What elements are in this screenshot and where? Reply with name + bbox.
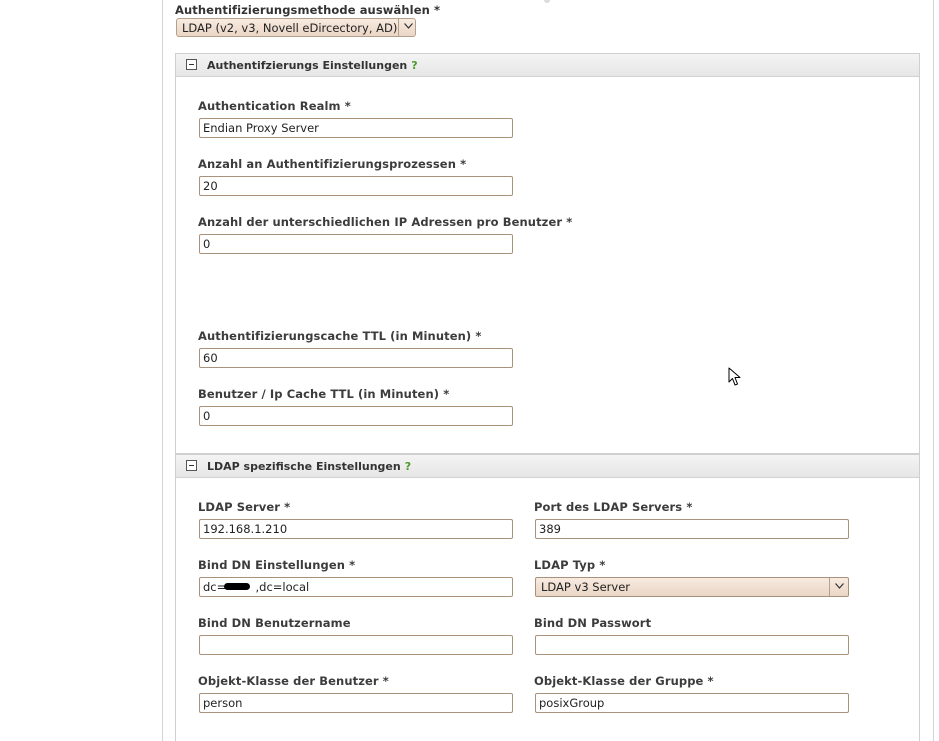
bind-user-label: Bind DN Benutzername bbox=[198, 616, 351, 630]
bind-pass-input[interactable] bbox=[535, 635, 849, 655]
top-indicator bbox=[544, 0, 550, 3]
realm-label: Authentication Realm * bbox=[198, 99, 351, 113]
ldap-port-input[interactable] bbox=[535, 519, 849, 539]
user-ip-ttl-input[interactable] bbox=[199, 406, 513, 426]
chevron-down-icon[interactable] bbox=[401, 19, 415, 36]
auth-method-label: Authentifizierungsmethode auswählen * bbox=[175, 3, 441, 17]
content-left-border bbox=[162, 0, 163, 741]
ldap-server-label: LDAP Server * bbox=[198, 500, 291, 514]
auth-method-select[interactable] bbox=[176, 18, 416, 37]
auth-settings-title: Authentifzierungs Einstellungen ? bbox=[207, 59, 418, 72]
select-divider bbox=[829, 578, 830, 596]
group-class-label: Objekt-Klasse der Gruppe * bbox=[534, 674, 714, 688]
redaction-mark bbox=[224, 583, 250, 590]
collapse-icon[interactable] bbox=[186, 59, 197, 70]
ldap-settings-title: LDAP spezifische Einstellungen ? bbox=[207, 460, 412, 473]
auth-settings-header[interactable] bbox=[176, 54, 919, 77]
ldap-port-label: Port des LDAP Servers * bbox=[534, 500, 693, 514]
mouse-pointer-icon bbox=[728, 367, 742, 387]
user-class-input[interactable] bbox=[199, 693, 513, 713]
group-class-input[interactable] bbox=[535, 693, 849, 713]
ldap-settings-header[interactable] bbox=[176, 455, 919, 478]
help-icon[interactable]: ? bbox=[404, 460, 412, 473]
ldap-type-select[interactable] bbox=[535, 577, 849, 597]
collapse-icon[interactable] bbox=[186, 460, 197, 471]
help-icon[interactable]: ? bbox=[411, 59, 418, 72]
ip-per-user-input[interactable] bbox=[199, 234, 513, 254]
ip-per-user-label: Anzahl der unterschiedlichen IP Adressen pro Benutzer * bbox=[198, 215, 573, 229]
cache-ttl-label: Authentifizierungscache TTL (in Minuten) * bbox=[198, 329, 482, 343]
bind-pass-label: Bind DN Passwort bbox=[534, 616, 652, 630]
realm-input[interactable] bbox=[199, 118, 513, 138]
select-divider bbox=[398, 19, 399, 36]
bind-user-input[interactable] bbox=[199, 635, 513, 655]
user-ip-ttl-label: Benutzer / Ip Cache TTL (in Minuten) * bbox=[198, 387, 450, 401]
ldap-type-label: LDAP Typ * bbox=[534, 558, 606, 572]
ldap-type-selected-value: LDAP v3 Server bbox=[541, 580, 631, 594]
auth-method-selected-value: LDAP (v2, v3, Novell eDircectory, AD) bbox=[182, 21, 398, 35]
content-right-border bbox=[933, 0, 934, 741]
auth-processes-input[interactable] bbox=[199, 176, 513, 196]
chevron-down-icon[interactable] bbox=[831, 578, 847, 596]
cache-ttl-input[interactable] bbox=[199, 348, 513, 368]
bind-dn-label: Bind DN Einstellungen * bbox=[198, 558, 356, 572]
user-class-label: Objekt-Klasse der Benutzer * bbox=[198, 674, 389, 688]
ldap-server-input[interactable] bbox=[199, 519, 513, 539]
auth-processes-label: Anzahl an Authentifizierungsprozessen * bbox=[198, 157, 467, 171]
